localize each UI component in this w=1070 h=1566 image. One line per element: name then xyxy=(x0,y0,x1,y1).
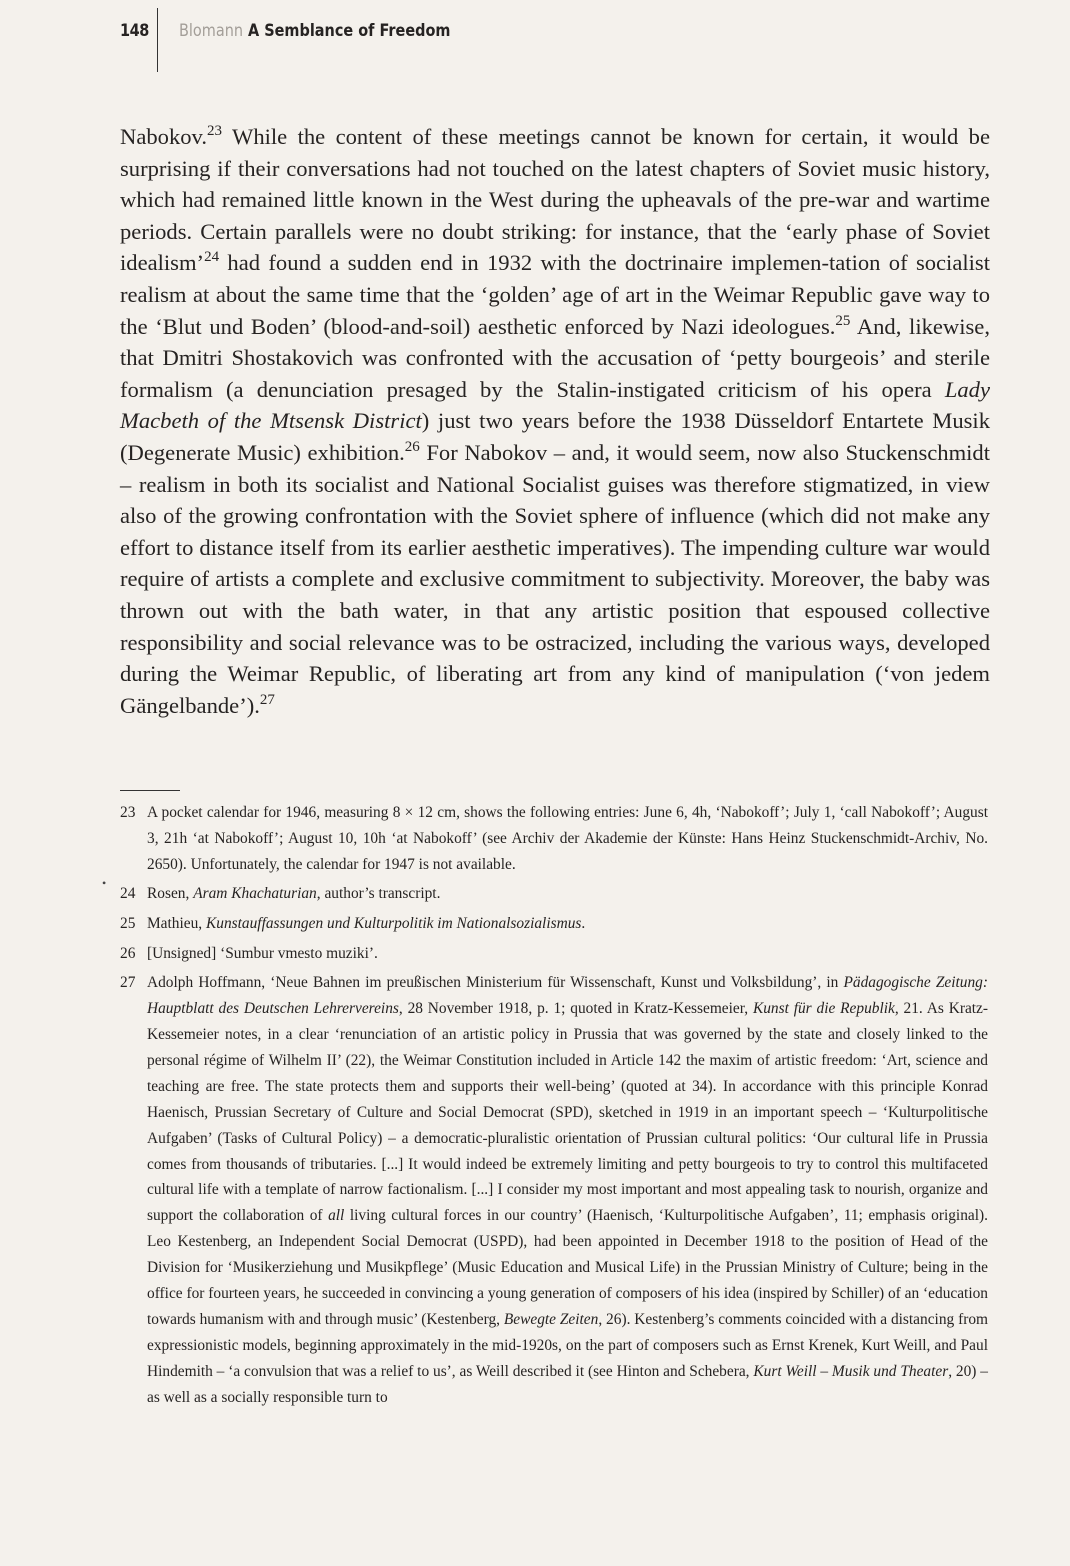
footnote xyxy=(120,800,988,878)
text-run: Adolph Hoffmann, ‘Neue Bahnen im preußischen Ministerium für Wissenschaft, Kunst und Volksbildung’, in xyxy=(147,974,844,992)
text-run: . xyxy=(581,915,586,932)
text-run: , 28 November 1918, p. 1; quoted in Kratz-Kessemeier, xyxy=(398,1000,753,1018)
text-run: Nabokov. xyxy=(120,124,208,149)
footnote-ref: 26 xyxy=(404,438,420,455)
page-number: 148 xyxy=(120,21,149,41)
footnote-number: 24 xyxy=(120,885,136,903)
margin-mark: • xyxy=(102,876,107,890)
footnote-number: 26 xyxy=(120,944,136,962)
footnote-text xyxy=(147,800,988,878)
footnote-ref: 23 xyxy=(207,123,223,139)
footnote-text xyxy=(147,881,988,907)
running-header-title xyxy=(157,14,487,48)
text-run: Rosen, xyxy=(147,885,194,903)
text-run: , 20) – as well as a socially responsible turn to xyxy=(147,1362,988,1406)
running-header-author: Blomann xyxy=(179,21,244,41)
footnote-ref: 27 xyxy=(259,691,275,708)
text-run: living cultural forces in our country’ (Haenisch, ‘Kulturpolitische Aufgaben’, 11; emphasis original). Leo Kestenberg, an Independent Social Democrat (USPD), had been appointed in December 1918 to the position of Head of the Division for ‘Musikerziehung und Musikpflege’ (Music Education and Musical Life) in the Prussian Ministry of Culture; being in the office for fourteen years, he succeeded in convincing a young generation of composers of his idea (inspired by Schiller) of an ‘education towards humanism with and through music’ (Kestenberg, xyxy=(147,1207,988,1328)
text-run: A pocket calendar for 1946, measuring 8 × 12 cm, shows the following entries: June 6, 4h, ‘Nabokoff’; July 1, ‘call Nabokoff’; August 3, 21h ‘at Nabokoff’; August 10, 10h ‘at Nabokoff’ (see Archiv der Akademie der Künste: Hans Heinz Stuckenschmidt-Archiv, No. 2650). Unfortunately, the calendar for 1947 is not available. xyxy=(147,804,988,873)
italic-title: Kunst für die Republik xyxy=(752,1000,895,1018)
text-run: had found a sudden end in 1932 with the doctrinaire implemen-tation of socialist realism at about the same time that the ‘golden’ age of art in the Weimar Republic gave way to the ‘Blut und Boden’ (blood-and-soil) aesthetic enforced by Nazi ideologues. xyxy=(120,250,990,339)
text-run: While the content of these meetings cannot be known for certain, it would be surprising if their conversations had not touched on the latest chapters of Soviet music history, which had remained little known in the West during the upheavals of the pre-war and wartime periods. Certain parallels were no doubt striking: for instance, that the ‘early phase of Soviet idealism’ xyxy=(120,124,990,276)
italic-title: Lady Macbeth of the Mtsensk District xyxy=(120,376,990,434)
text-run: [Unsigned] ‘Sumbur vmesto muziki’. xyxy=(147,944,378,962)
body-text xyxy=(120,121,990,721)
text-run: ) just two years before the 1938 Düsseldorf Entartete Musik (Degenerate Music) exhibition. xyxy=(120,408,990,465)
footnote xyxy=(120,941,988,967)
running-header xyxy=(120,14,160,48)
text-run: , author’s transcript. xyxy=(316,885,441,903)
footnote-number: 23 xyxy=(120,804,136,821)
running-header-book-title: A Semblance of Freedom xyxy=(248,21,451,41)
footnote-text xyxy=(147,941,988,967)
footnote-ref: 25 xyxy=(835,312,851,329)
footnote-number: 25 xyxy=(120,915,136,932)
text-run: And, likewise, that Dmitri Shostakovich was confronted with the accusation of ‘petty bourgeois’ and sterile formalism (a denunciation presaged by the Stalin-instigated criticism of his opera xyxy=(120,313,990,402)
footnote-ref: 24 xyxy=(204,249,220,266)
text-run: , 21. As Kratz-Kessemeier notes, in a clear ‘renunciation of an artistic policy in Prussia that was governed by the state and closely linked to the personal régime of Wilhelm II’ (22), the Weimar Constitution included in Article 142 the maxim of artistic freedom: ‘Art, science and teaching are free. The state protects them and supports their well-being’ (quoted at 34). In accordance with this principle Konrad Haenisch, Prussian Secretary of Culture and Social Democrat (SPD), sketched in 1919 in an important speech – ‘Kulturpolitische Aufgaben’ (Tasks of Cultural Policy) – a democratic-pluralistic orientation of Prussian cultural politics: ‘Our cultural life in Prussia comes from thousands of tributaries. [...] It would indeed be extremely limiting and petty bourgeois to try to control this multifaceted cultural life with a template of narrow factionalism. [...] I consider my most important and most appealing task to nourish, organize and support the collaboration of xyxy=(147,1000,989,1225)
text-run: Mathieu, xyxy=(147,915,206,932)
footnotes xyxy=(120,800,988,1414)
footnote-text xyxy=(147,911,988,937)
footnote xyxy=(120,911,988,937)
italic-title: Bewegte Zeiten xyxy=(503,1310,599,1328)
footnote xyxy=(120,881,988,907)
italic-title: Aram Khachaturian xyxy=(193,885,317,903)
footnote-text xyxy=(147,970,988,1410)
footnote-separator xyxy=(120,790,180,791)
footnote xyxy=(120,970,988,1410)
body-paragraph xyxy=(120,121,990,721)
footnote-number: 27 xyxy=(120,974,136,992)
text-run: For Nabokov – and, it would seem, now also Stuckenschmidt – realism in both its socialist and National Socialist guises was therefore stigmatized, in view also of the growing confrontation with the Soviet sphere of influence (which did not make any effort to distance itself from its earlier aesthetic imperatives). The impending culture war would require of artists a complete and exclusive commitment to subjectivity. Moreover, the baby was thrown out with the bath water, in that any artistic position that espoused collective responsibility and social relevance was to be ostracized, including the various ways, developed during the Weimar Republic, of liberating art from any kind of manipulation (‘von jedem Gängelbande’). xyxy=(120,439,991,718)
italic-title: Kurt Weill – Musik und Theater xyxy=(753,1362,949,1380)
italic-title: Pädagogische Zeitung: Hauptblatt des Deutschen Lehrervereins xyxy=(147,974,988,1018)
italic-title: Kunstauffassungen und Kulturpolitik im Nationalsozialismus xyxy=(206,915,582,932)
text-run: , 26). Kestenberg’s comments coincided with a distancing from expressionistic models, beginning approximately in the mid-1920s, on the part of composers such as Ernst Krenek, Kurt Weill, and Paul Hindemith – ‘a convulsion that was a relief to us’, as Weill described it (see Hinton and Schebera, xyxy=(147,1310,988,1380)
italic-title: all xyxy=(328,1207,345,1225)
